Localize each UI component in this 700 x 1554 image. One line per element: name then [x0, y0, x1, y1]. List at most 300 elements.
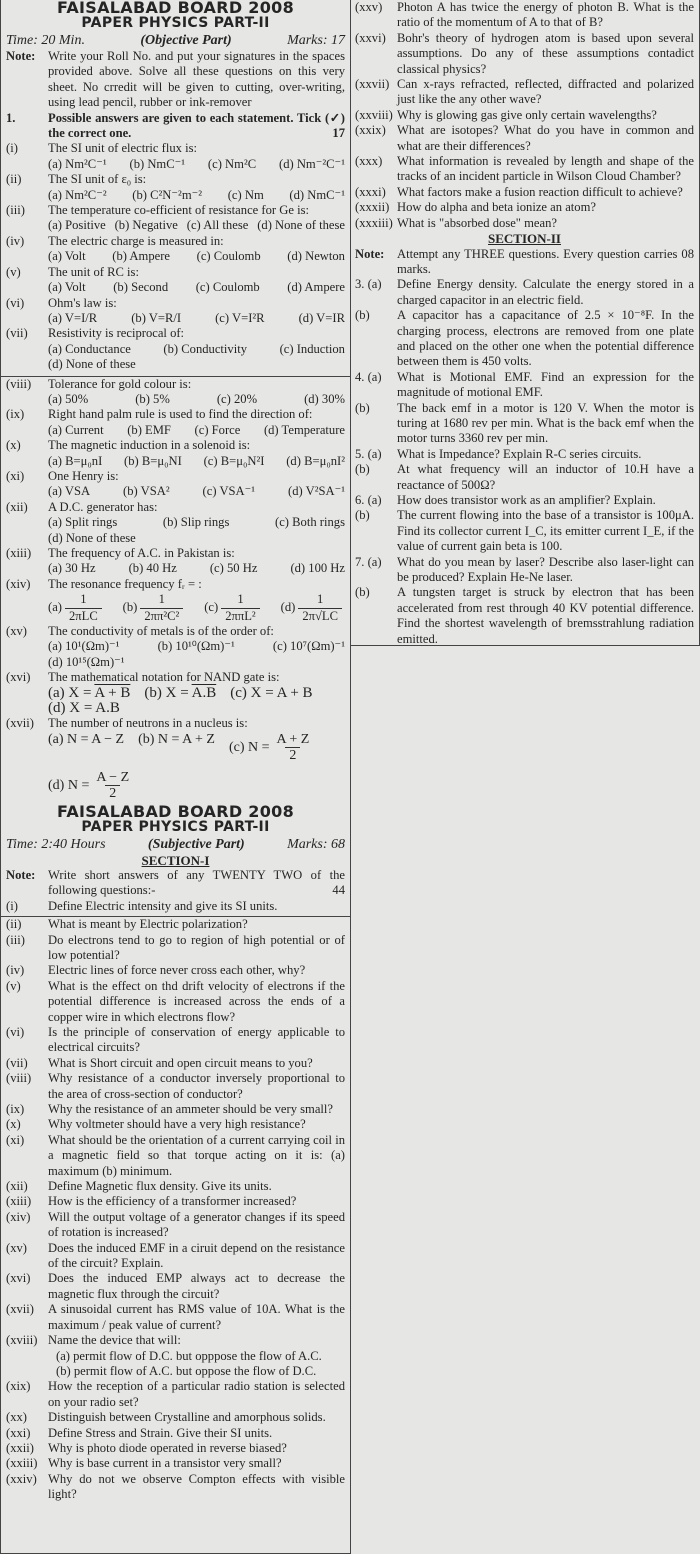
mcq-question-row	[6, 172, 345, 187]
question-text: The mathematical notation for NAND gate is:	[48, 670, 280, 685]
answer-option	[123, 592, 187, 624]
question-text: Does the induced EMF in a ciruit depend on the resistance of the circuit? Explain.	[48, 1240, 345, 1271]
question-number: (xvi)	[6, 1271, 31, 1286]
spacer	[6, 515, 48, 546]
short-question-row	[6, 1056, 345, 1071]
mcq-item	[6, 296, 345, 327]
long-question	[355, 585, 694, 647]
options	[48, 561, 345, 576]
sub-question	[6, 1349, 345, 1364]
short-question-row	[6, 1179, 345, 1194]
paper-meta	[6, 32, 345, 49]
long-question	[355, 401, 694, 447]
question-number: (xiv)	[6, 576, 31, 591]
question-number: (xx)	[6, 1410, 27, 1425]
short-question	[355, 77, 694, 108]
sub-question-text: (a) permit flow of D.C. but opppose the flow of A.C.	[56, 1348, 322, 1363]
option-label: (b)	[144, 684, 162, 701]
spacer	[6, 342, 48, 373]
question-text: The magnetic induction in a solenoid is:	[48, 438, 251, 453]
short-question	[6, 1179, 345, 1194]
question-number: (xiii)	[6, 1194, 32, 1209]
fraction	[65, 592, 102, 624]
mcq-options-row	[6, 342, 345, 373]
short-question-row	[6, 1071, 345, 1102]
short-question-row	[6, 917, 345, 932]
short-question	[6, 1472, 345, 1503]
question-number: (iii)	[6, 932, 25, 947]
fraction-numerator: 1	[158, 592, 165, 607]
answer-option: (d) V²SA⁻¹	[288, 484, 345, 499]
question-number: (xxvi)	[355, 30, 386, 45]
fraction	[92, 770, 133, 802]
answer-option: (d) V=IR	[298, 310, 345, 325]
mcq-options-row	[6, 157, 345, 172]
mcq-options-row	[6, 515, 345, 546]
answer-option: (b) 40 Hz	[128, 561, 177, 576]
options	[48, 592, 345, 624]
long-question-row	[355, 447, 694, 462]
answer-option: (d) None of these	[257, 218, 345, 233]
answer-option: (a) Conductance	[48, 341, 131, 356]
mcq-question-row	[6, 296, 345, 311]
section-heading: SECTION-II	[488, 231, 561, 247]
short-question-row	[6, 1302, 345, 1333]
question-number: (xxix)	[355, 123, 386, 138]
question-number: 5. (a)	[355, 446, 382, 461]
question-text: Possible answers are given to each statement. Tick (✓) the correct one.	[48, 110, 345, 141]
question-text: Why is photo diode operated in reverse biased?	[48, 1440, 287, 1455]
question-text: The temperature co-efficient of resistance for Ge is:	[48, 203, 309, 218]
question-text: Why the resistance of an ammeter should be very small?	[48, 1102, 334, 1116]
question-number: (xxiv)	[6, 1471, 37, 1486]
answer-option: (d) Nm⁻²C⁻¹	[279, 156, 345, 171]
question-text: Why do not we observe Compton effects with visible light?	[48, 1471, 345, 1502]
short-question-row	[6, 1333, 345, 1348]
mcq-item	[6, 265, 345, 296]
answer-option: (b) V=R/I	[131, 310, 182, 325]
question-text: Bohr's theory of hydrogen atom is based upon several assumptions. Do any of these assumptions contadict classical physics?	[397, 30, 694, 76]
question-marks: 17	[332, 126, 345, 141]
answer-option: (d) B=μ₀nI²	[286, 453, 345, 468]
options	[48, 311, 345, 326]
answer-option: (b) 5%	[135, 391, 170, 406]
question-number: (xvi)	[6, 670, 31, 685]
mcq-item	[6, 407, 345, 438]
question-number: (i)	[6, 898, 18, 913]
mcq-options-row	[6, 732, 345, 802]
mcq-item	[6, 716, 345, 801]
question-number: (xiv)	[6, 1209, 31, 1224]
short-question	[6, 1102, 345, 1117]
note-label: Note:	[6, 49, 36, 63]
mcq-options-row	[6, 484, 345, 499]
option-label: (c)	[230, 684, 247, 701]
question-text: The resonance frequency fᵣ = :	[48, 576, 202, 591]
question-number: (xxii)	[6, 1440, 34, 1455]
spacer	[6, 392, 48, 407]
short-question-row	[6, 1133, 345, 1179]
question-number: (vi)	[6, 295, 25, 310]
answer-option: (a) Split rings	[48, 515, 118, 530]
question-text: How does transistor work as an amplifier? Explain.	[397, 493, 656, 507]
spacer	[6, 1349, 48, 1364]
question-number: 6. (a)	[355, 493, 382, 507]
answer-option: (c) B=μ₀N²I	[203, 453, 265, 468]
question-text: Why resistance of a conductor inversely proportional to the area of cross-section of conductor?	[48, 1071, 345, 1101]
question-text: What factors make a fusion reaction difficult to achieve?	[397, 184, 683, 199]
paper-title: FAISALABAD BOARD 2008	[56, 0, 295, 17]
question-text: The back emf in a motor is 120 V. When the motor is turing at 1680 rev per min. What is the back emf when the motor turns 3360 rev per min.	[397, 400, 694, 446]
expression-lhs: N =	[247, 740, 270, 755]
mcq-question-row	[6, 203, 345, 218]
option-label: (b)	[138, 731, 155, 747]
answer-option: (a) Current	[48, 422, 104, 437]
expression: N = A − Z	[67, 731, 125, 747]
spacer	[6, 484, 48, 499]
question-number: (viii)	[6, 376, 32, 391]
mcq-question-row	[6, 469, 345, 484]
spacer	[6, 592, 48, 624]
short-question	[6, 1302, 345, 1333]
fraction-numerator: 1	[80, 592, 87, 607]
question-text: A capacitor has a capacitance of 2.5 × 10⁻⁸F. In the charging process, electrons are removed from one plate and placed on the other one when the potential difference between them is 450 volts.	[397, 308, 694, 369]
question-text: Name the device that will:	[48, 1333, 181, 1348]
note-text: Attempt any THREE questions. Every question carries 08 marks.	[397, 246, 694, 276]
short-question-row	[355, 0, 694, 31]
expression-lhs: N =	[67, 777, 90, 793]
answer-option: (a) VSA	[48, 484, 91, 499]
answer-option: (b) Second	[113, 280, 169, 295]
options	[48, 280, 345, 295]
mcq-question-row	[6, 141, 345, 156]
short-question	[6, 933, 345, 964]
spacer	[6, 218, 48, 233]
answer-option: (c) Both rings	[275, 515, 345, 530]
question-number: 7. (a)	[355, 554, 382, 569]
options	[48, 732, 345, 802]
answer-option: (a) Positive	[48, 218, 106, 233]
mcq-options-row	[6, 311, 345, 326]
answer-option: (c) Coulomb	[196, 249, 261, 264]
short-question	[6, 1441, 345, 1456]
mcq-item	[6, 577, 345, 624]
fraction-denominator: 2	[105, 785, 120, 801]
mcq-item	[6, 438, 345, 469]
long-question	[355, 370, 694, 401]
section-heading: SECTION-I	[141, 852, 210, 868]
note-label: Note:	[355, 246, 385, 261]
short-question-row	[355, 185, 694, 200]
question-text: A sinusoidal current has RMS value of 10A. What is the maximum / peak value of current?	[48, 1302, 345, 1332]
question-number: (vii)	[6, 326, 28, 341]
long-question-row	[355, 308, 694, 370]
answer-option	[48, 770, 345, 802]
short-question-list	[6, 917, 345, 1502]
question-number: (xxx)	[355, 154, 383, 169]
mcq-question-row	[6, 577, 345, 592]
answer-option: (a) 50%	[48, 391, 89, 406]
short-question	[6, 1056, 345, 1071]
question-text: The conductivity of metals is of the order of:	[48, 624, 274, 639]
mcq-item	[6, 377, 345, 408]
question-text: Can x-rays refracted, reflected, diffracted and polarized just like the any other wave?	[397, 77, 694, 107]
short-question-row	[6, 1025, 345, 1056]
answer-option: (c) 10⁷(Ωm)⁻¹	[272, 639, 345, 654]
question-text: Define Magnetic flux density. Give its units.	[48, 1179, 272, 1194]
question-text: What is Short circuit and open circuit means to you?	[48, 1055, 313, 1070]
fraction-numerator: A + Z	[276, 731, 310, 747]
objective-part-cont	[1, 376, 350, 802]
short-question	[6, 1410, 345, 1425]
option-label: (b)	[122, 600, 138, 615]
options	[48, 639, 345, 670]
short-question	[6, 979, 345, 1025]
spacer	[6, 1364, 48, 1379]
question-number: (xviii)	[6, 1333, 38, 1348]
mcq-question-row	[6, 546, 345, 561]
spacer	[6, 280, 48, 295]
answer-option: (d) NmC⁻¹	[289, 187, 345, 202]
option-label: (d)	[280, 600, 296, 615]
long-question	[355, 555, 694, 586]
question-number: (b)	[355, 585, 370, 600]
short-question	[6, 1426, 345, 1441]
question-text: Electric lines of force never cross each other, why?	[48, 963, 306, 978]
question-number: (x)	[6, 438, 21, 453]
options	[48, 392, 345, 407]
mcq-list-2	[6, 377, 345, 802]
short-question-row	[6, 1472, 345, 1503]
note-text: Write your Roll No. and put your signatures in the spaces provided above. Solve all these questions on this very sheet. No crredit will be given to cutting, over-writing, using lead pencil, rubber or ink-remover	[48, 49, 345, 110]
question-number: (ii)	[6, 917, 22, 932]
note-text: Write short answers of any TWENTY TWO of the following questions:-	[48, 867, 345, 898]
question-text: The SI unit of electric flux is:	[48, 141, 197, 156]
answer-option: (c) Nm²C	[207, 156, 257, 171]
answer-option: (b) NmC⁻¹	[129, 156, 186, 171]
mcq-options-row	[6, 561, 345, 576]
question-text: Distinguish between Crystalline and amorphous solids.	[48, 1410, 326, 1425]
question-text: Why is base current in a transistor very small?	[48, 1456, 282, 1471]
expression-lhs: X =	[69, 700, 93, 717]
question-number: (xxv)	[355, 0, 383, 14]
options	[48, 454, 345, 469]
short-question-row	[6, 1194, 345, 1209]
answer-option: (c) Nm	[227, 187, 264, 202]
short-question-row	[6, 963, 345, 978]
question-text: Why is glowing gas give only certain wavelengths?	[397, 107, 657, 122]
mcq-item	[6, 172, 345, 203]
short-question	[6, 1071, 345, 1102]
mcq-options-row	[6, 280, 345, 295]
long-question-row	[355, 277, 694, 308]
mcq-options-row	[6, 639, 345, 670]
answer-option: (b) Negative	[114, 218, 178, 233]
short-question-row	[6, 933, 345, 964]
question-text: Resistivity is reciprocal of:	[48, 326, 185, 341]
short-question-row	[355, 216, 694, 231]
answer-option: (d) 10¹⁵(Ωm)⁻¹	[48, 654, 125, 669]
long-question	[355, 508, 694, 554]
answer-option: (a) 10¹(Ωm)⁻¹	[48, 639, 120, 654]
long-question-row	[355, 555, 694, 586]
question-text: Define Electric intensity and give its SI units.	[48, 898, 278, 913]
mcq-options-row	[6, 188, 345, 203]
answer-option: (d) Newton	[287, 249, 345, 264]
short-question	[6, 1194, 345, 1209]
question-number: (v)	[6, 978, 21, 993]
fraction-denominator: 2	[285, 747, 300, 763]
answer-option: (a) 30 Hz	[48, 561, 96, 576]
question-text: What is Motional EMF. Find an expression for the magnitude of motional EMF.	[397, 369, 694, 400]
note-marks: 44	[332, 883, 345, 898]
question-text: What should be the orientation of a current carrying coil in a magnetic field so that torque acting on it is: (a) maximum (b) minimum.	[48, 1132, 345, 1178]
options	[48, 188, 345, 203]
question-text: Ohm's law is:	[48, 295, 117, 310]
short-questions-cont	[1, 916, 350, 1502]
fraction-numerator: A − Z	[96, 769, 130, 785]
short-question	[6, 1271, 345, 1302]
paper-title: FAISALABAD BOARD 2008	[56, 801, 295, 821]
paper-meta	[6, 836, 345, 853]
mcq-item	[6, 546, 345, 577]
short-question-row	[6, 899, 345, 914]
short-question	[6, 1241, 345, 1272]
question-number: (b)	[355, 400, 370, 415]
fraction	[221, 592, 259, 624]
short-question	[6, 963, 345, 978]
short-question-row	[355, 31, 694, 77]
short-question	[6, 1379, 345, 1410]
question-text: Photon A has twice the energy of photon B. What is the ratio of the momentum of A to that of B?	[397, 0, 694, 30]
objective-part	[1, 0, 350, 373]
short-question-row	[355, 108, 694, 123]
options	[48, 484, 345, 499]
answer-option	[138, 732, 215, 764]
short-question-row	[355, 77, 694, 108]
spacer	[6, 561, 48, 576]
short-question-row	[355, 200, 694, 215]
question-text: The frequency of A.C. in Pakistan is:	[48, 546, 235, 560]
sub-question	[6, 1364, 345, 1379]
fraction-denominator: 2ππL²	[221, 608, 259, 624]
expression: A + B	[94, 684, 131, 701]
question-text: Will the output voltage of a generator changes if its speed of rotation is increased?	[48, 1209, 345, 1240]
question-text: Does the induced EMP always act to decrease the magnetic flux through the circuit?	[48, 1271, 345, 1301]
answer-option	[229, 732, 316, 764]
note-label: Note:	[6, 867, 36, 882]
mcq-question-row	[6, 438, 345, 453]
mcq-question-row	[6, 377, 345, 392]
answer-option: (c) V=I²R	[215, 310, 265, 325]
question-number: (b)	[355, 308, 370, 323]
subjective-header	[1, 801, 350, 915]
short-question-row	[6, 1410, 345, 1425]
answer-option: (c) All these	[186, 218, 249, 233]
answer-option: (d) None of these	[48, 530, 136, 545]
answer-option: (b) Slip rings	[162, 515, 230, 530]
expression: A.B	[95, 700, 120, 717]
mcq-list-1	[6, 141, 345, 372]
short-question	[355, 0, 694, 31]
answer-option: (a) Nm²C⁻²	[48, 187, 107, 202]
answer-option: (a) B=μ₀nI	[48, 453, 103, 468]
spacer	[6, 454, 48, 469]
mcq-question-row	[6, 624, 345, 639]
long-question-row	[355, 508, 694, 554]
long-question-list	[355, 277, 694, 647]
long-question	[355, 462, 694, 493]
question-number: (xvii)	[6, 716, 34, 731]
short-question	[6, 1333, 345, 1379]
question-text: Define Stress and Strain. Give their SI units.	[48, 1425, 273, 1440]
option-label: (d)	[48, 700, 66, 717]
mcq-item	[6, 624, 345, 670]
question-text: What is Impedance? Explain R-C series circuits.	[397, 446, 642, 461]
expression-lhs: X =	[250, 684, 274, 701]
short-question-row	[6, 1456, 345, 1471]
long-question-row	[355, 585, 694, 647]
long-question	[355, 308, 694, 370]
long-question	[355, 447, 694, 462]
question-text: Define Energy density. Calculate the energy stored in a charged capacitor in an electric field.	[397, 277, 694, 307]
short-question-row	[6, 1441, 345, 1456]
short-question-row	[6, 1426, 345, 1441]
answer-option: (c) VSA⁻¹	[202, 484, 256, 499]
question-number: (b)	[355, 508, 370, 523]
short-question-row	[6, 1117, 345, 1132]
spacer	[6, 686, 48, 717]
answer-option: (c) Induction	[279, 341, 345, 356]
short-question-row	[6, 1102, 345, 1117]
expression-lhs: X =	[165, 684, 189, 701]
question-number: (xiii)	[6, 546, 32, 560]
question-text: What are isotopes? What do you have in common and what are their differences?	[397, 123, 694, 153]
time-label: Time: 2:40 Hours	[6, 836, 106, 852]
spacer	[6, 249, 48, 264]
mcq-question-row	[6, 500, 345, 515]
option-label: (a)	[48, 684, 65, 701]
question-number: (v)	[6, 264, 21, 279]
question-number: (vii)	[6, 1055, 28, 1070]
answer-option	[48, 592, 105, 624]
options	[48, 423, 345, 438]
mcq-question-row	[6, 234, 345, 249]
mcq-item	[6, 203, 345, 234]
mcq-options-row	[6, 686, 345, 717]
short-question-row	[6, 1210, 345, 1241]
mcq-item	[6, 469, 345, 500]
short-question-row	[6, 1241, 345, 1272]
answer-option	[48, 701, 120, 716]
question-number: (ix)	[6, 1102, 25, 1116]
answer-option: (b) VSA²	[123, 484, 170, 499]
mcq-question-row	[6, 670, 345, 685]
mcq-item	[6, 670, 345, 716]
answer-option: (b) Conductivity	[163, 341, 248, 356]
mcq-options-row	[6, 592, 345, 624]
question-number: (iv)	[6, 963, 25, 978]
marks-label: Marks: 68	[287, 836, 345, 852]
short-question-list	[355, 0, 694, 231]
question-number: (xxxii)	[355, 200, 390, 215]
answer-option	[281, 592, 345, 624]
short-question	[355, 154, 694, 185]
short-question	[6, 917, 345, 932]
mcq-options-row	[6, 454, 345, 469]
question-number: 4. (a)	[355, 369, 382, 384]
mcq-item	[6, 141, 345, 172]
